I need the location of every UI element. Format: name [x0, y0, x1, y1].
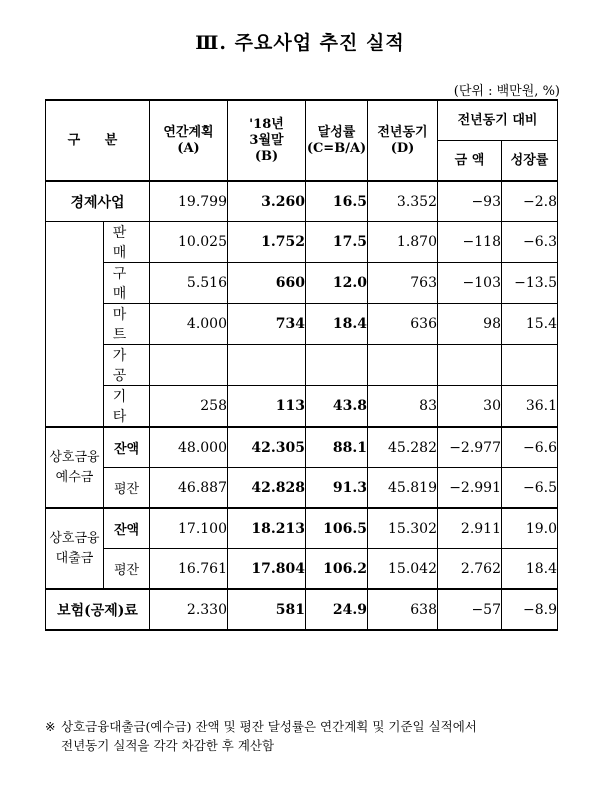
cell-plan: 5.516	[150, 263, 228, 304]
table-row	[46, 589, 558, 630]
cell-plan: 17.100	[150, 508, 228, 549]
cell-rate: 106.2	[306, 549, 368, 590]
cell-rate: 43.8	[306, 386, 368, 428]
cell-plan: 46.887	[150, 468, 228, 509]
cell-prev: 83	[368, 386, 438, 428]
row-label: 마트	[104, 304, 150, 345]
footnote-line-2: 전년동기 실적을 각각 차감한 후 계산함	[61, 738, 275, 753]
footnote	[45, 717, 565, 755]
cell-march: 3.260	[228, 181, 306, 222]
cell-prev: 3.352	[368, 181, 438, 222]
cell-march: 1.752	[228, 222, 306, 263]
cell-prev: 15.302	[368, 508, 438, 549]
cell-plan: 2.330	[150, 589, 228, 630]
cell-amount: −103	[438, 263, 502, 304]
cell-prev: 638	[368, 589, 438, 630]
header-prev: 전년동기 (D)	[368, 100, 438, 181]
cell-amount: 2.762	[438, 549, 502, 590]
cell-rate: 88.1	[306, 427, 368, 468]
cell-amount: 98	[438, 304, 502, 345]
header-annual-plan: 연간계획 (A)	[150, 100, 228, 181]
footnote-mark: ※	[45, 719, 56, 734]
cell-amount: −118	[438, 222, 502, 263]
cell-rate: 17.5	[306, 222, 368, 263]
cell-growth: −2.8	[502, 181, 558, 222]
row-label: 경제사업	[46, 181, 150, 222]
cell-march	[228, 345, 306, 386]
cell-growth: −6.5	[502, 468, 558, 509]
cell-growth: 18.4	[502, 549, 558, 590]
cell-rate: 106.5	[306, 508, 368, 549]
cell-rate: 18.4	[306, 304, 368, 345]
table-row	[46, 549, 558, 590]
cell-growth: −6.3	[502, 222, 558, 263]
cell-growth: −13.5	[502, 263, 558, 304]
cell-march: 42.828	[228, 468, 306, 509]
cell-amount: 2.911	[438, 508, 502, 549]
performance-table	[45, 99, 558, 631]
page-title: Ⅲ. 주요사업 추진 실적	[195, 32, 405, 54]
footnote-line-1: 상호금융대출금(예수금) 잔액 및 평잔 달성률은 연간계획 및 기준일 실적에서	[61, 719, 477, 734]
cell-prev: 45.282	[368, 427, 438, 468]
cell-amount: 30	[438, 386, 502, 428]
table-row	[46, 263, 558, 304]
cell-prev: 636	[368, 304, 438, 345]
group-label-deposit: 상호금융 예수금	[46, 427, 104, 508]
cell-march: 42.305	[228, 427, 306, 468]
cell-amount: −57	[438, 589, 502, 630]
cell-plan: 48.000	[150, 427, 228, 468]
cell-amount: −93	[438, 181, 502, 222]
table-row	[46, 222, 558, 263]
header-growth: 성장률	[502, 141, 558, 182]
header-compare: 전년동기 대비	[438, 100, 558, 141]
cell-growth: −6.6	[502, 427, 558, 468]
cell-plan: 258	[150, 386, 228, 428]
cell-plan	[150, 345, 228, 386]
row-label: 잔액	[104, 427, 150, 468]
cell-march: 660	[228, 263, 306, 304]
table-row	[46, 508, 558, 549]
cell-march: 113	[228, 386, 306, 428]
cell-march: 581	[228, 589, 306, 630]
cell-amount: −2.991	[438, 468, 502, 509]
cell-prev: 45.819	[368, 468, 438, 509]
row-label: 평잔	[104, 549, 150, 590]
row-label: 평잔	[104, 468, 150, 509]
cell-amount	[438, 345, 502, 386]
cell-march: 734	[228, 304, 306, 345]
cell-rate: 16.5	[306, 181, 368, 222]
row-label: 가공	[104, 345, 150, 386]
cell-growth: 36.1	[502, 386, 558, 428]
cell-rate: 24.9	[306, 589, 368, 630]
cell-plan: 10.025	[150, 222, 228, 263]
table-row	[46, 427, 558, 468]
cell-march: 18.213	[228, 508, 306, 549]
cell-rate: 91.3	[306, 468, 368, 509]
table-row	[46, 345, 558, 386]
cell-prev	[368, 345, 438, 386]
indent-spacer	[46, 222, 104, 428]
table-row	[46, 468, 558, 509]
cell-prev: 15.042	[368, 549, 438, 590]
table-row	[46, 304, 558, 345]
cell-march: 17.804	[228, 549, 306, 590]
cell-growth	[502, 345, 558, 386]
unit-note: (단위 : 백만원, %)	[453, 84, 560, 99]
header-category: 구 분	[46, 100, 150, 181]
cell-amount: −2.977	[438, 427, 502, 468]
row-label: 보험(공제)료	[46, 589, 150, 630]
table-row	[46, 181, 558, 222]
header-amount: 금 액	[438, 141, 502, 182]
row-label: 판매	[104, 222, 150, 263]
row-label: 구매	[104, 263, 150, 304]
table-row	[46, 386, 558, 428]
cell-plan: 16.761	[150, 549, 228, 590]
group-label-loan: 상호금융 대출금	[46, 508, 104, 589]
cell-growth: 19.0	[502, 508, 558, 549]
cell-rate: 12.0	[306, 263, 368, 304]
cell-rate	[306, 345, 368, 386]
row-label: 잔액	[104, 508, 150, 549]
header-rate: 달성률 (C=B/A)	[306, 100, 368, 181]
cell-plan: 4.000	[150, 304, 228, 345]
row-label: 기타	[104, 386, 150, 428]
cell-growth: 15.4	[502, 304, 558, 345]
cell-growth: −8.9	[502, 589, 558, 630]
cell-plan: 19.799	[150, 181, 228, 222]
cell-prev: 1.870	[368, 222, 438, 263]
cell-prev: 763	[368, 263, 438, 304]
header-march: '18년 3월말 (B)	[228, 100, 306, 181]
